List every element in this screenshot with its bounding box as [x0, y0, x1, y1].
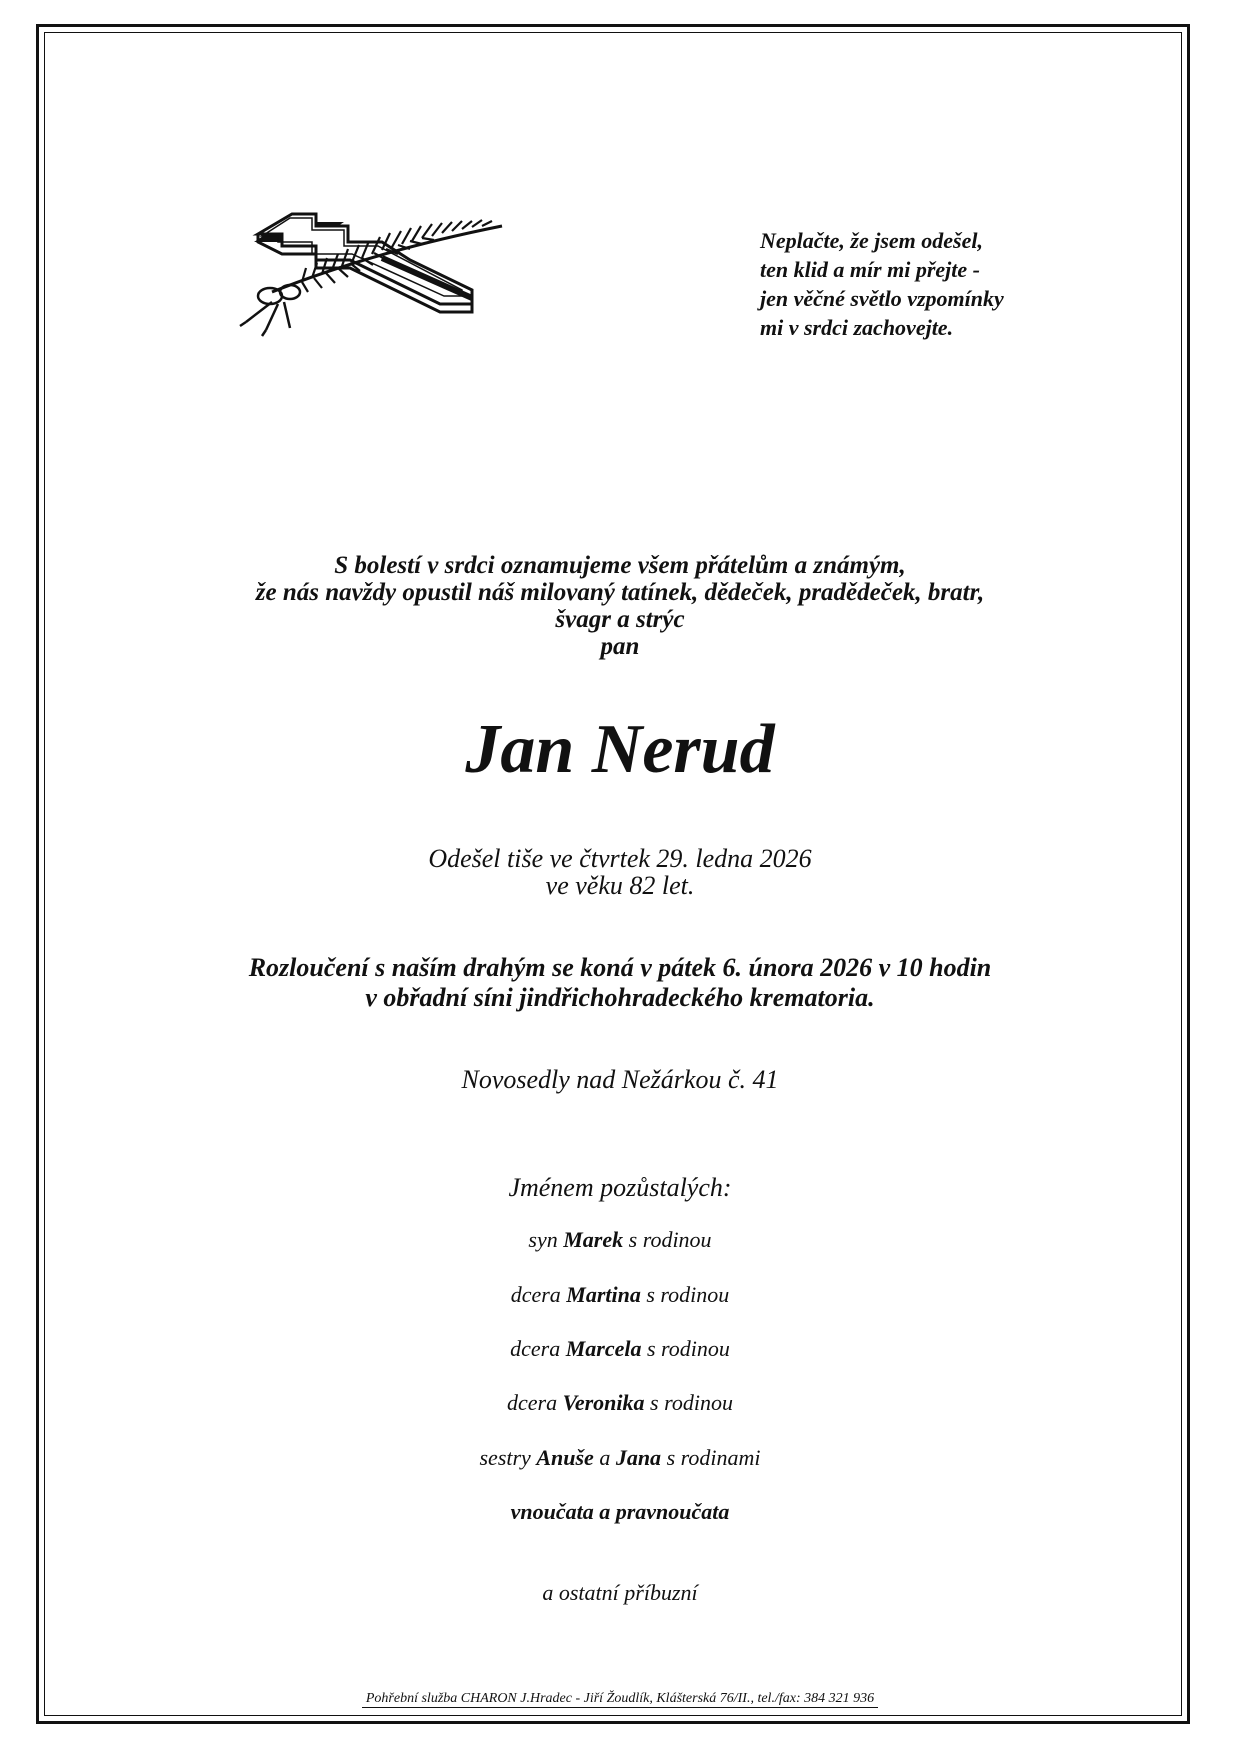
poem: [760, 226, 1090, 342]
mourner-item: dcera Veronika s rodinou: [507, 1390, 733, 1415]
mourner-item: dcera Martina s rodinou: [510, 1282, 730, 1307]
mourner-item: syn Marek s rodinou: [528, 1227, 712, 1252]
mourners-title: Jménem pozůstalých:: [508, 1173, 732, 1202]
poem-line: jen věčné světlo vzpomínky: [760, 286, 1004, 311]
announcement: [50, 552, 1190, 660]
poem-line: Neplačte, že jsem odešel,: [760, 228, 983, 253]
funeral-place: v obřadní síni jindřichohradeckého krematoria.: [365, 983, 875, 1012]
deceased-name: Jan Nerud: [465, 711, 775, 788]
funeral-date: Rozloučení s naším drahým se koná v pátek 6. února 2026 v 10 hodin: [248, 953, 992, 982]
mourner-item: dcera Marcela s rodinou: [510, 1336, 730, 1361]
announcement-line: pan: [600, 633, 640, 660]
announcement-line: že nás navždy opustil náš milovaný tatínek, dědeček, pradědeček, bratr,: [255, 579, 985, 606]
grandchildren: vnoučata a pravnoučata: [510, 1499, 730, 1524]
address: Novosedly nad Nežárkou č. 41: [461, 1065, 779, 1094]
death-age: ve věku 82 let.: [545, 871, 695, 900]
cross-with-palm-icon: [232, 212, 562, 362]
poem-line: mi v srdci zachovejte.: [760, 315, 954, 340]
funeral-info: [50, 953, 1190, 1013]
death-date: Odešel tiše ve čtvrtek 29. ledna 2026: [428, 844, 812, 873]
funeral-service-info: Pohřební služba CHARON J.Hradec - Jiří Žoudlík, Klášterská 76/II., tel./fax: 384 321 936: [362, 1691, 878, 1708]
mourner-item: sestry Anuše a Jana s rodinami: [479, 1445, 761, 1470]
poem-line: ten klid a mír mi přejte -: [760, 257, 980, 282]
other-relatives: a ostatní příbuzní: [542, 1580, 698, 1605]
footer: [50, 1691, 1190, 1707]
announcement-line: S bolestí v srdci oznamujeme všem přátelům a známým,: [334, 552, 906, 579]
announcement-line: švagr a strýc: [555, 606, 685, 633]
death-info: [50, 845, 1190, 899]
